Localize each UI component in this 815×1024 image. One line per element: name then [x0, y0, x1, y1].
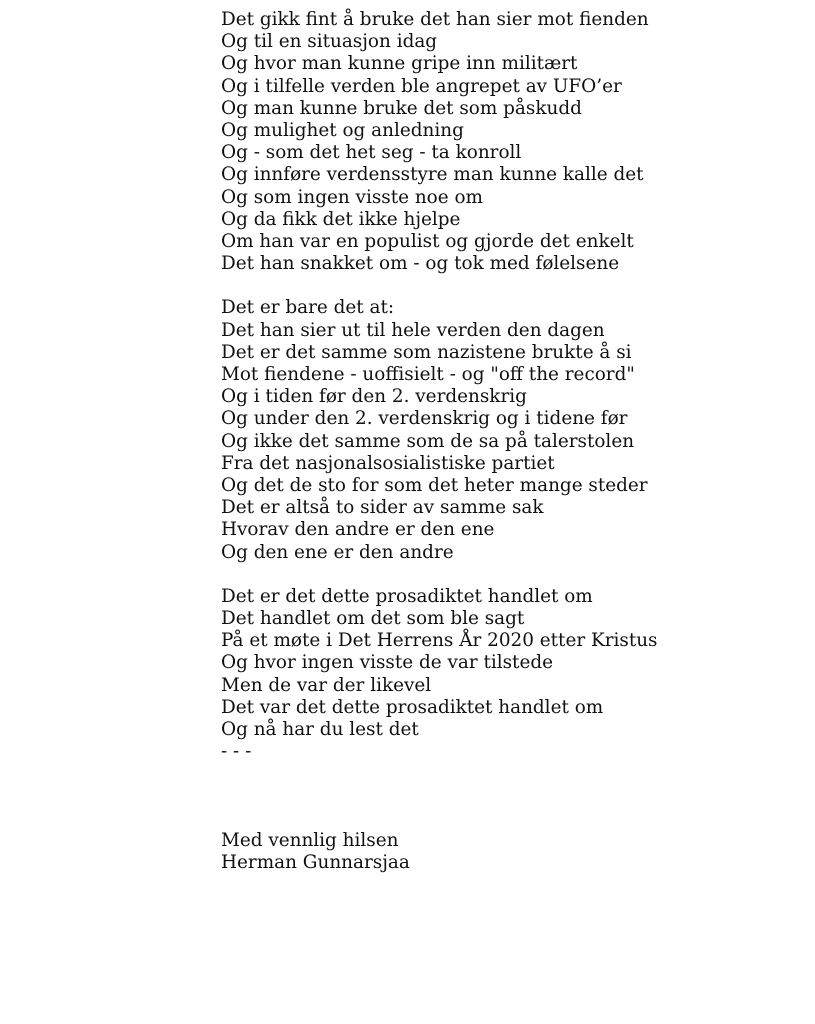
stanza-2 [221, 297, 801, 563]
poem-line: Det var det dette prosadiktet handlet om [221, 696, 604, 718]
poem-line: Det handlet om det som ble sagt [221, 608, 525, 630]
poem-line: Og ikke det samme som de sa på talerstolen [221, 430, 635, 452]
poem-line: Og hvor man kunne gripe inn militært [221, 53, 578, 75]
poem-line: Men de var der likevel [221, 674, 432, 696]
poem-line: Og hvor ingen visste de var tilstede [221, 652, 553, 674]
stanza-1 [221, 9, 801, 275]
poem-line: Det han snakket om - og tok med følelsene [221, 253, 620, 275]
poem-line: Og mulighet og anledning [221, 119, 464, 141]
signature-block [221, 830, 410, 874]
poem-line: Og innføre verdensstyre man kunne kalle det [221, 164, 644, 186]
poem-line: Mot fiendene - uoffisielt - og "off the record" [221, 364, 635, 385]
poem-line: Og som ingen visste noe om [221, 186, 483, 208]
poem-line: Og man kunne bruke det som påskudd [221, 97, 582, 119]
poem-line: Det er bare det at: [221, 297, 395, 319]
poem-line: Og i tilfelle verden ble angrepet av UFO’er [221, 75, 622, 97]
poem-line: Det er det dette prosadiktet handlet om [221, 585, 593, 607]
poem-line: Og - som det het seg - ta konroll [221, 142, 522, 164]
poem-line: Om han var en populist og gjorde det enkelt [221, 230, 634, 252]
poem-line: Og i tiden før den 2. verdenskrig [221, 386, 527, 408]
poem-line: Og da fikk det ikke hjelpe [221, 208, 461, 230]
poem-line: Og nå har du lest det [221, 719, 419, 740]
signature-name: Herman Gunnarsjaa [221, 852, 410, 874]
poem-line: Det er altså to sider av samme sak [221, 497, 544, 519]
poem-line: Og under den 2. verdenskrig og i tidene før [221, 408, 628, 430]
poem-line: Og den ene er den andre [221, 541, 454, 563]
signature-greeting: Med vennlig hilsen [221, 830, 399, 851]
poem-line: Hvorav den andre er den ene [221, 519, 495, 541]
stanza-3 [221, 586, 801, 764]
poem-line: På et møte i Det Herrens År 2020 etter Kristus [221, 630, 658, 652]
poem-line: Det er det samme som nazistene brukte å si [221, 341, 632, 363]
poem-body [221, 9, 801, 786]
poem-line: Og til en situasjon idag [221, 31, 438, 53]
poem-line: Det han sier ut til hele verden den dagen [221, 319, 605, 341]
poem-line: Og det de sto for som det heter mange steder [221, 474, 648, 496]
poem-line: Det gikk fint å bruke det han sier mot fienden [221, 9, 649, 30]
section-divider: - - - [221, 741, 252, 763]
poem-line: Fra det nasjonalsosialistiske partiet [221, 452, 555, 474]
